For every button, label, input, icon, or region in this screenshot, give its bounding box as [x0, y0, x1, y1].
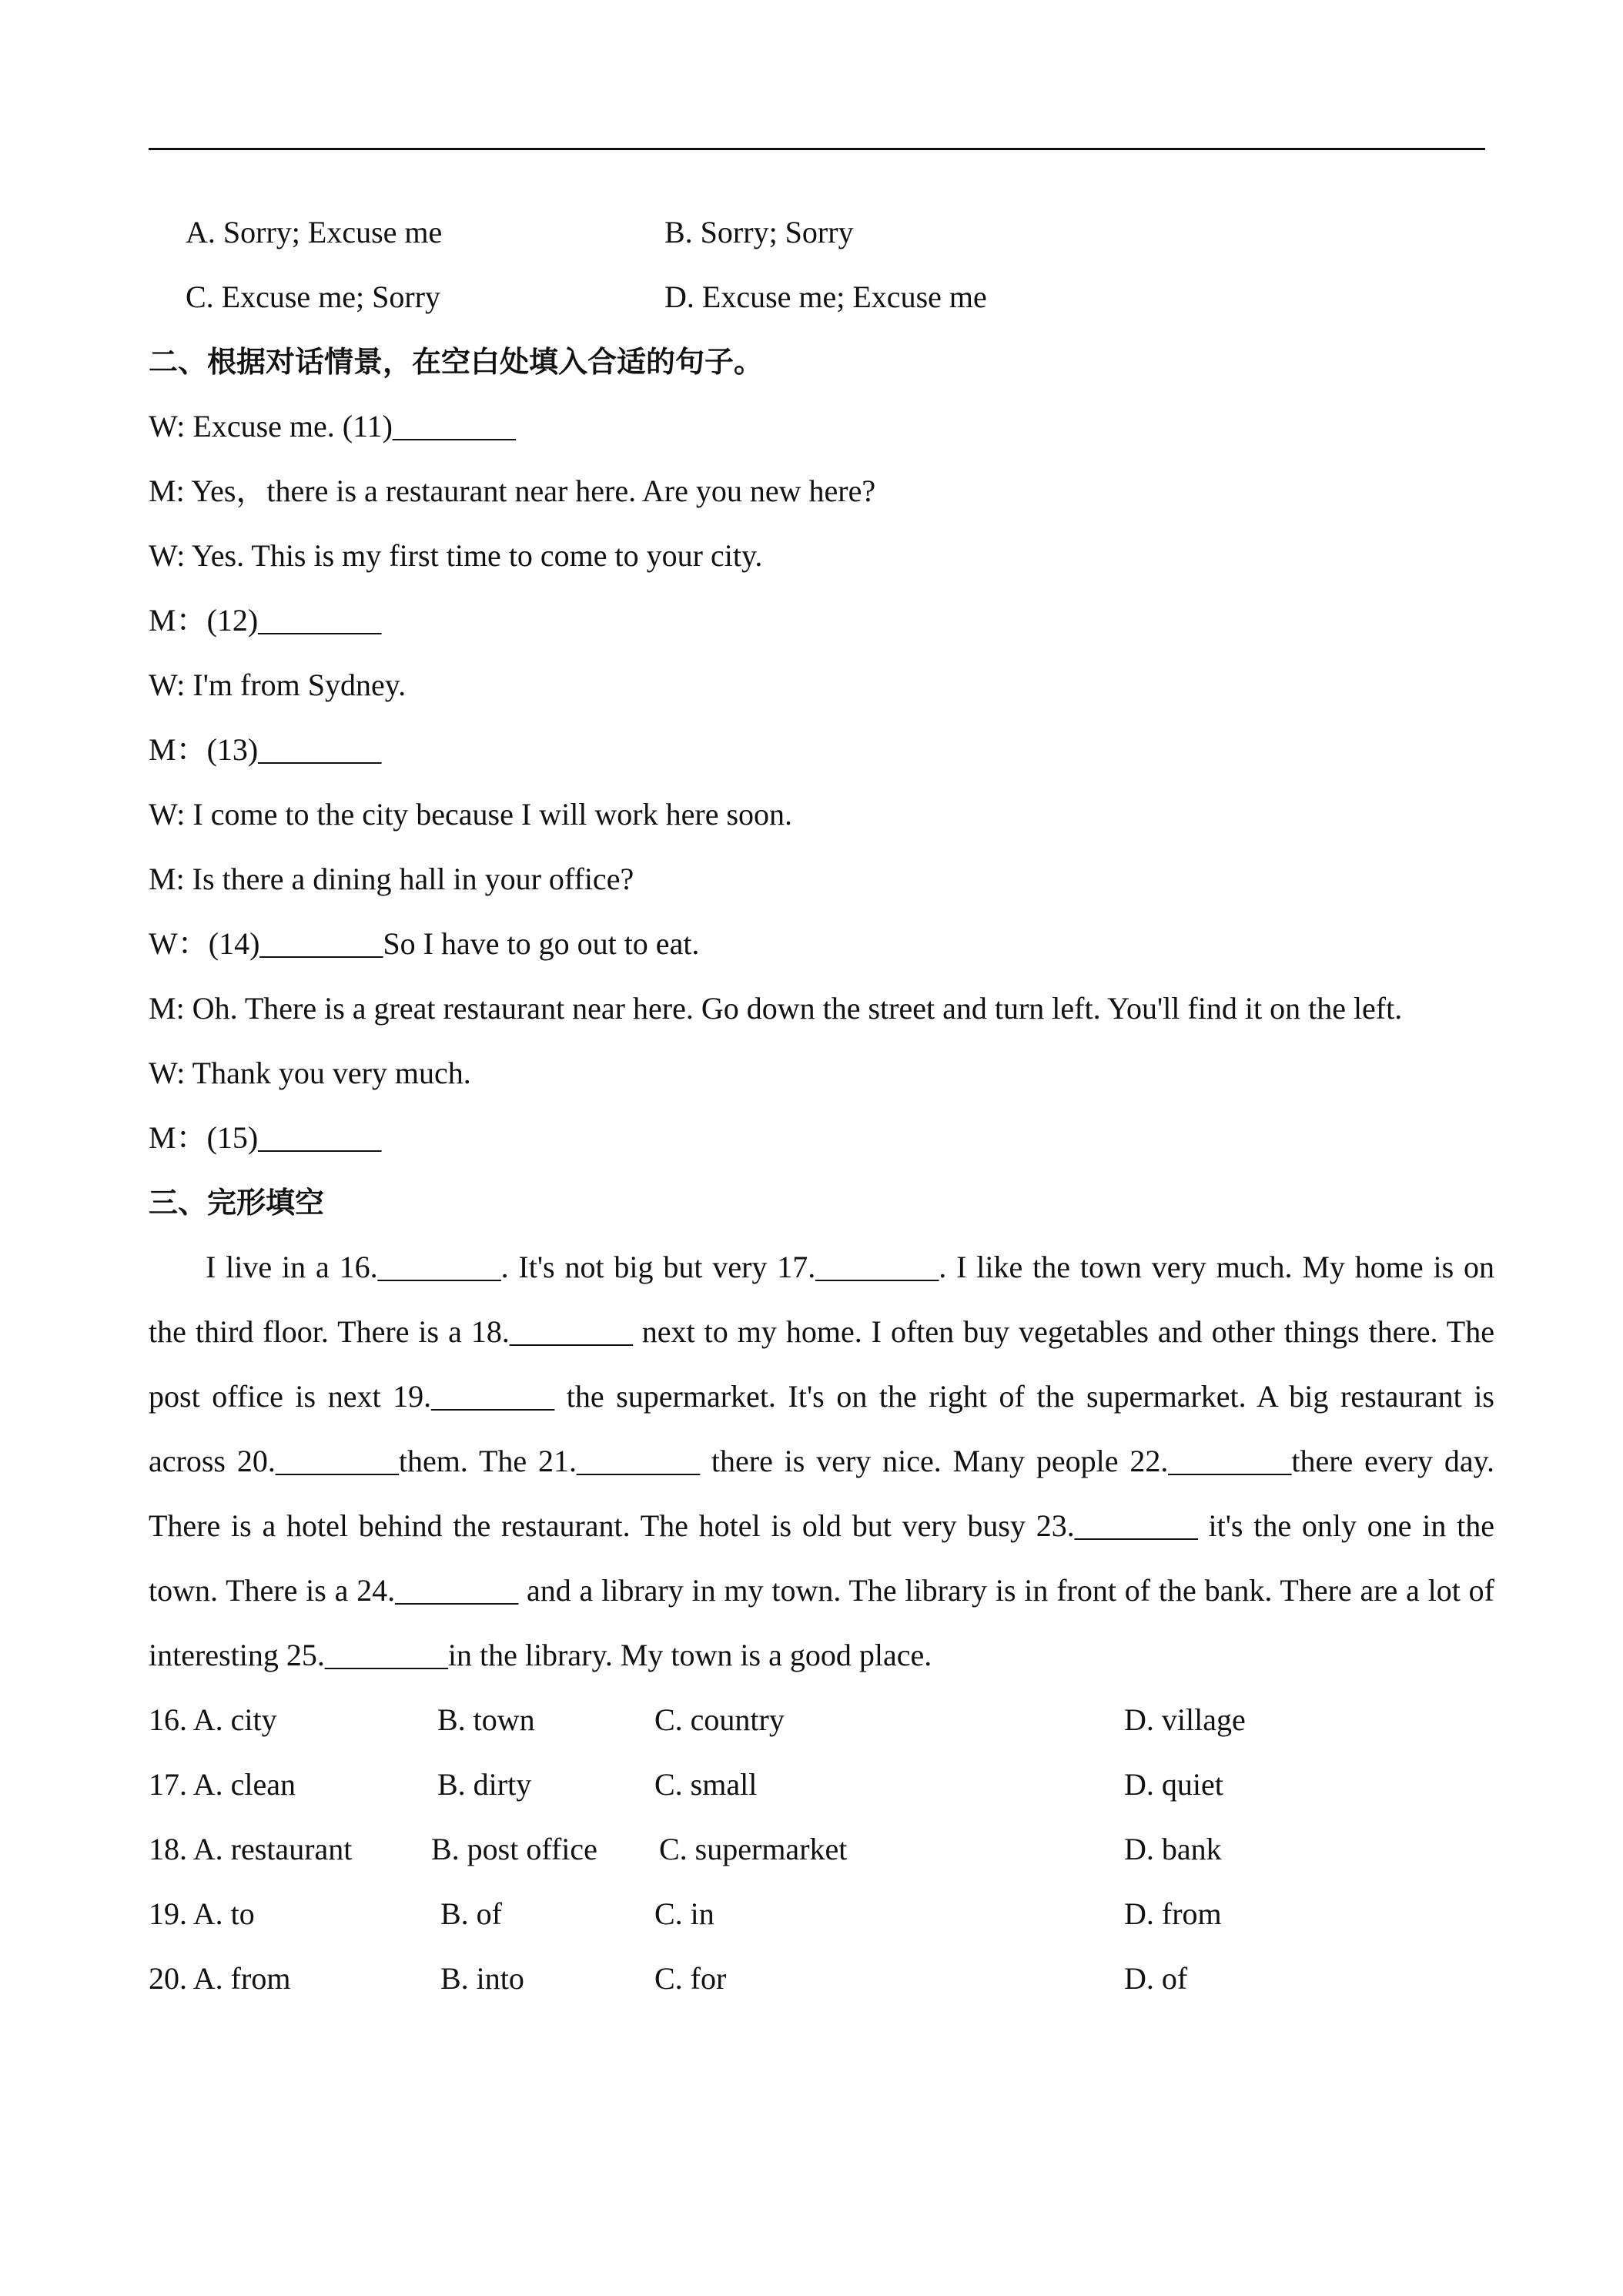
- choice-a: 20. A. from: [149, 1961, 291, 1996]
- dialogue-line: W：(14)________So I have to go out to eat.: [149, 926, 700, 961]
- choice-c: C. in: [654, 1896, 714, 1931]
- dialogue-line: M：(13)________: [149, 732, 382, 767]
- option-d: D. Excuse me; Excuse me: [664, 279, 987, 314]
- choice-d: D. quiet: [1124, 1767, 1223, 1802]
- dialogue-line: M：(12)________: [149, 603, 382, 638]
- choice-b: B. into: [440, 1961, 524, 1996]
- choice-row-19: [149, 1882, 1494, 1946]
- choice-row-17: [149, 1752, 1494, 1817]
- dialogue-line: W: Thank you very much.: [149, 1056, 471, 1090]
- dialogue-line: W: Excuse me. (11)________: [149, 409, 516, 443]
- choice-row-18: [149, 1817, 1494, 1882]
- document-body: [149, 200, 1494, 2011]
- dialogue-line: M：(15)________: [149, 1120, 382, 1155]
- dialogue-line: W: Yes. This is my first time to come to your city.: [149, 538, 763, 573]
- choice-a: 18. A. restaurant: [149, 1832, 353, 1866]
- dialogue-line: M: Is there a dining hall in your office?: [149, 862, 634, 896]
- choice-c: C. supermarket: [659, 1832, 848, 1866]
- option-a: A. Sorry; Excuse me: [186, 215, 443, 249]
- option-b: B. Sorry; Sorry: [664, 215, 854, 249]
- option-c: C. Excuse me; Sorry: [186, 279, 441, 314]
- choice-b: B. town: [437, 1702, 535, 1737]
- dialogue-line-wrapped: M: Oh. There is a great restaurant near here. Go down the street and turn left. You'll find it on the left.: [149, 991, 1403, 1026]
- choice-c: C. for: [654, 1961, 727, 1996]
- choice-d: D. bank: [1124, 1832, 1222, 1866]
- choice-d: D. of: [1124, 1961, 1188, 1996]
- section2-heading: 二、根据对话情景，在空白处填入合适的句子。: [149, 345, 764, 379]
- dialogue-line: W: I come to the city because I will work here soon.: [149, 797, 793, 832]
- choice-row-16: [149, 1688, 1494, 1752]
- choice-a: 17. A. clean: [149, 1767, 296, 1802]
- choice-b: B. post office: [431, 1832, 597, 1866]
- choice-c: C. country: [654, 1702, 785, 1737]
- cloze-passage: I live in a 16.________. It's not big but very 17.________. I like the town very much. My home is on the third floor. There is a 18.________ next to my home. I often buy vegetables and other things there. The post office is next 19.________ the supermarket. It's on the right of the supermarket. A big restaurant is across 20.________them. The 21.________ there is very nice. Many people 22.________there every day. There is a hotel behind the restaurant. The hotel is old but very busy 23.________ it's the only one in the town. There is a 24.________ and a library in my town. The library is in front of the bank. There are a lot of interesting 25.________in the library. My town is a good place.: [149, 1250, 1494, 1672]
- prev-options-row-2: [149, 265, 1494, 330]
- section3-heading: 三、完形填空: [149, 1186, 325, 1220]
- choice-c: C. small: [654, 1767, 758, 1802]
- choice-row-20: [149, 1946, 1494, 2011]
- choice-a: 19. A. to: [149, 1896, 255, 1931]
- choice-d: D. from: [1124, 1896, 1222, 1931]
- choice-b: B. dirty: [437, 1767, 532, 1802]
- choice-b: B. of: [440, 1896, 502, 1931]
- dialogue-line: M: Yes，there is a restaurant near here. Are you new here?: [149, 474, 876, 508]
- choice-a: 16. A. city: [149, 1702, 277, 1737]
- header-rule: [149, 148, 1485, 150]
- choice-d: D. village: [1124, 1702, 1246, 1737]
- prev-options-row-1: [149, 200, 1494, 265]
- dialogue-line: W: I'm from Sydney.: [149, 668, 407, 702]
